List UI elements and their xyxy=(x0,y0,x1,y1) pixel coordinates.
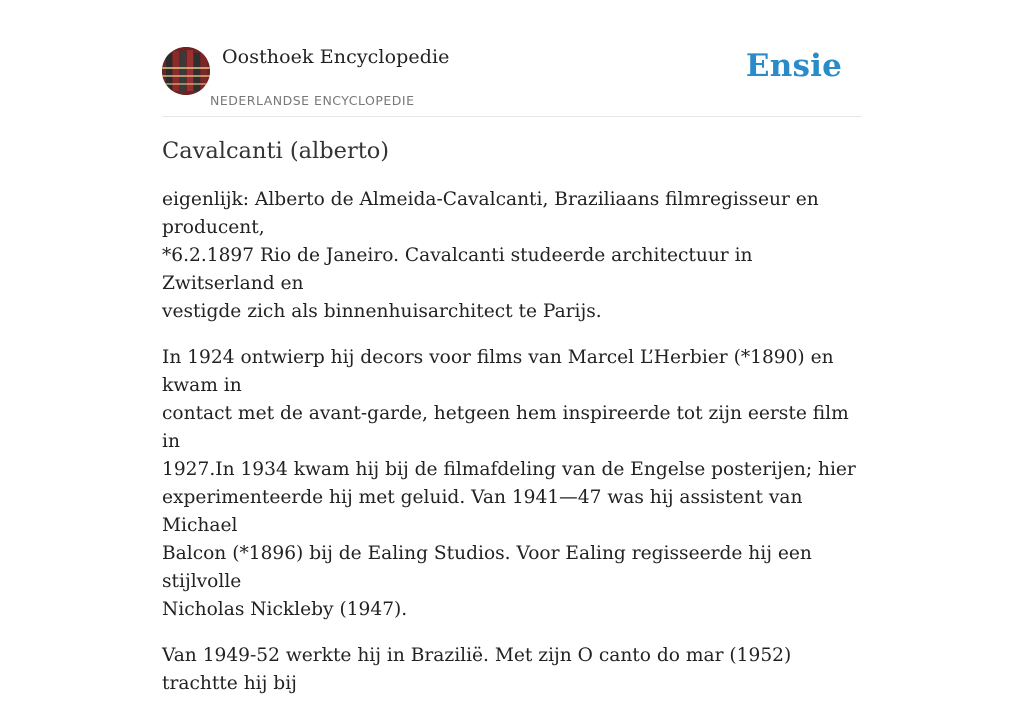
site-title[interactable]: Oosthoek Encyclopedie xyxy=(222,46,450,68)
article-paragraph: Van 1949-52 werkte hij in Brazilië. Met zijn O canto do mar (1952) trachtte hij bij xyxy=(162,645,792,694)
site-subtitle: NEDERLANDSE ENCYCLOPEDIE xyxy=(210,93,415,108)
site-header xyxy=(162,44,862,117)
article-paragraph: eigenlijk: Alberto de Almeida-Cavalcanti, Braziliaans filmregisseur en producent, *6.2.1897 Rio de Janeiro. Cavalcanti studeerde architectuur in Zwitserland en vestigde zich als binnenhuisarchitect te Parijs. xyxy=(162,189,819,322)
book-spines-icon[interactable] xyxy=(162,47,210,95)
article-paragraph: In 1924 ontwierp hij decors voor films van Marcel L’Herbier (*1890) en kwam in contact met de avant-garde, hetgeen hem inspireerde tot zijn eerste film in 1927.In 1934 kwam hij bij de filmafdeling van de Engelse posterijen; hier experimenteerde hij met geluid. Van 1941—47 was hij assistent van Michael Balcon (*1896) bij de Ealing Studios. Voor Ealing regisseerde hij een stijlvolle Nicholas Nickleby (1947). xyxy=(162,347,856,620)
brand-logo[interactable]: Ensie xyxy=(745,48,842,84)
article-title: Cavalcanti (alberto) xyxy=(162,138,390,164)
article xyxy=(162,138,862,716)
